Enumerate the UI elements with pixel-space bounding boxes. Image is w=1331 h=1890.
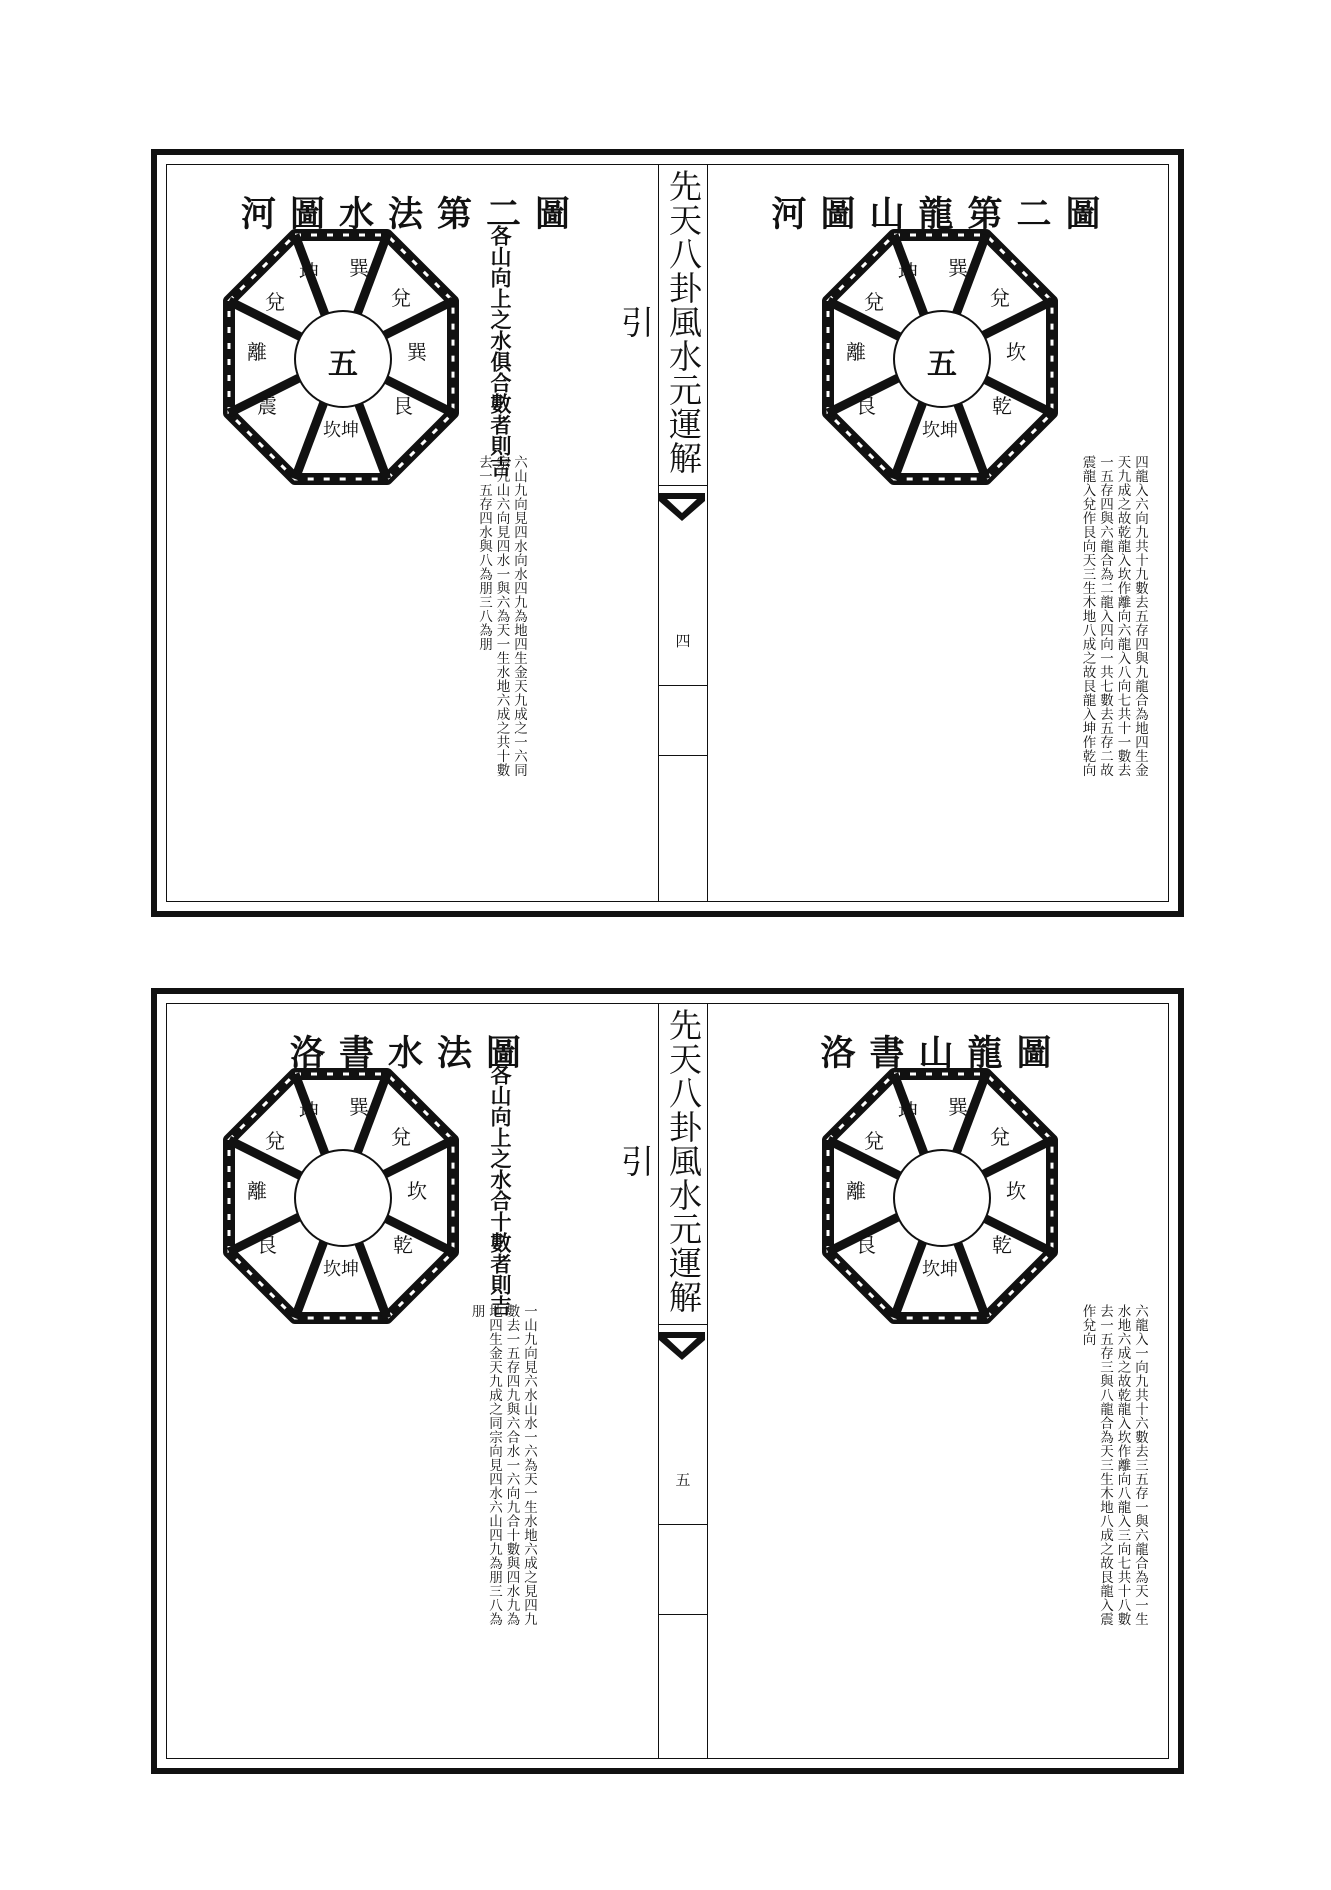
top-spine-lower-rule xyxy=(659,685,707,686)
svg-text:乾: 乾 xyxy=(992,394,1012,418)
svg-text:離: 離 xyxy=(846,1179,866,1203)
top-left-bagua-diagram xyxy=(211,227,471,487)
svg-text:艮: 艮 xyxy=(856,394,876,418)
bottom-left-bagua-diagram xyxy=(211,1066,471,1326)
top-left-page xyxy=(167,165,658,901)
bottom-spine-lower-rule xyxy=(659,1524,707,1525)
top-right-title: 河圖山龍第二圖 xyxy=(771,194,1115,235)
bottom-right-commentary: 六龍入一向九共十六數去三五存一與六龍合為天一生水地六成之故乾龍入坎作離向八龍入三向七共十八數去一五存三與八龍合為天三生木地八成之故艮龍入震作兌向 xyxy=(1079,1304,1148,1626)
top-spine xyxy=(616,165,708,901)
bottom-spine-base-rule xyxy=(659,1614,707,1615)
svg-text:坎: 坎 xyxy=(1006,1179,1026,1203)
svg-text:坎: 坎 xyxy=(407,1179,427,1203)
svg-text:兌: 兌 xyxy=(265,290,285,314)
svg-text:離: 離 xyxy=(247,340,267,364)
bottom-left-commentary: 一山九向見六水山水一六為天一生水地六成之見四九數去一五存四九與六合水一六向九合十數與四水九為地四生金天九成之同宗向見四水六山四九為朋三八為朋 xyxy=(468,1304,537,1626)
bottom-right-bagua-diagram xyxy=(810,1066,1070,1326)
bottom-left-title: 洛書水法圖 xyxy=(289,1033,535,1074)
svg-text:坎: 坎 xyxy=(1006,340,1026,364)
svg-text:兌: 兌 xyxy=(864,1129,884,1153)
diagram-hub xyxy=(294,310,392,408)
svg-text:坤: 坤 xyxy=(299,1099,319,1123)
diagram-hub xyxy=(893,310,991,408)
svg-text:坤: 坤 xyxy=(299,260,319,284)
svg-text:乾: 乾 xyxy=(393,1233,413,1257)
svg-text:艮: 艮 xyxy=(257,1233,277,1257)
bottom-left-page xyxy=(167,1004,658,1758)
svg-text:巽: 巽 xyxy=(948,256,968,280)
top-folio: 四 xyxy=(675,632,691,650)
svg-text:艮: 艮 xyxy=(856,1233,876,1257)
hub-bottom-label: 坎坤 xyxy=(323,1259,359,1280)
fishtail-mark-icon xyxy=(659,1332,705,1362)
bottom-spine-upper-rule xyxy=(659,1324,707,1325)
svg-text:離: 離 xyxy=(247,1179,267,1203)
bottom-folio: 五 xyxy=(675,1471,691,1489)
top-spread-frame xyxy=(166,164,1169,902)
diagram-hub xyxy=(294,1149,392,1247)
svg-text:乾: 乾 xyxy=(992,1233,1012,1257)
top-right-bagua-diagram xyxy=(810,227,1070,487)
fishtail-mark-icon xyxy=(659,493,705,523)
bottom-spine-title: 先天八卦風水元運解引 xyxy=(616,1008,703,1314)
top-spread xyxy=(151,149,1184,917)
top-left-title: 河圖水法第二圖 xyxy=(240,194,584,235)
top-spine-base-rule xyxy=(659,755,707,756)
top-spine-upper-rule xyxy=(659,485,707,486)
top-left-commentary: 六山九向見四水向水四九為地四生金天九成之一六同宗九山六向見四水一與六為天一生水地六成之共十數去一五存四水與八為朋三八為朋 xyxy=(476,455,527,777)
svg-text:巽: 巽 xyxy=(407,340,427,364)
svg-text:兌: 兌 xyxy=(864,290,884,314)
svg-text:離: 離 xyxy=(846,340,866,364)
bottom-right-title: 洛書山龍圖 xyxy=(820,1033,1066,1074)
svg-text:巽: 巽 xyxy=(349,256,369,280)
hub-bottom-label: 坎坤 xyxy=(922,1259,958,1280)
bottom-spread-frame xyxy=(166,1003,1169,1759)
bottom-spine xyxy=(616,1004,708,1758)
svg-text:兌: 兌 xyxy=(990,1125,1010,1149)
svg-text:兌: 兌 xyxy=(391,286,411,310)
hub-number-five: 五 xyxy=(328,347,358,382)
diagram-hub xyxy=(893,1149,991,1247)
svg-text:坤: 坤 xyxy=(898,260,918,284)
svg-text:震: 震 xyxy=(257,394,277,418)
hub-bottom-label: 坎坤 xyxy=(922,420,958,441)
bottom-left-caption: 各山向上之水合十數者則吉 xyxy=(488,1064,513,1316)
top-right-commentary: 四龍入六向九共十九數去五存四與九龍合為地四生金天九成之故乾龍入坎作離向六龍入八向七共十一數去一五存四與六龍合為二龍入四向一共七數去五存二故震龍入兌作艮向天三生木地八成之故艮龍入坤作乾向 xyxy=(1079,455,1148,777)
svg-text:巽: 巽 xyxy=(349,1095,369,1119)
svg-text:坤: 坤 xyxy=(898,1099,918,1123)
hub-number-five: 五 xyxy=(927,347,957,382)
svg-text:艮: 艮 xyxy=(393,394,413,418)
hub-bottom-label: 坎坤 xyxy=(323,420,359,441)
bottom-right-page xyxy=(706,1004,1180,1758)
svg-text:兌: 兌 xyxy=(990,286,1010,310)
top-right-page xyxy=(706,165,1180,901)
bottom-spread xyxy=(151,988,1184,1774)
svg-text:兌: 兌 xyxy=(391,1125,411,1149)
svg-text:巽: 巽 xyxy=(948,1095,968,1119)
svg-text:兌: 兌 xyxy=(265,1129,285,1153)
top-spine-title: 先天八卦風水元運解引 xyxy=(616,169,703,475)
top-left-caption: 各山向上之水俱合數者則吉 xyxy=(488,225,513,477)
